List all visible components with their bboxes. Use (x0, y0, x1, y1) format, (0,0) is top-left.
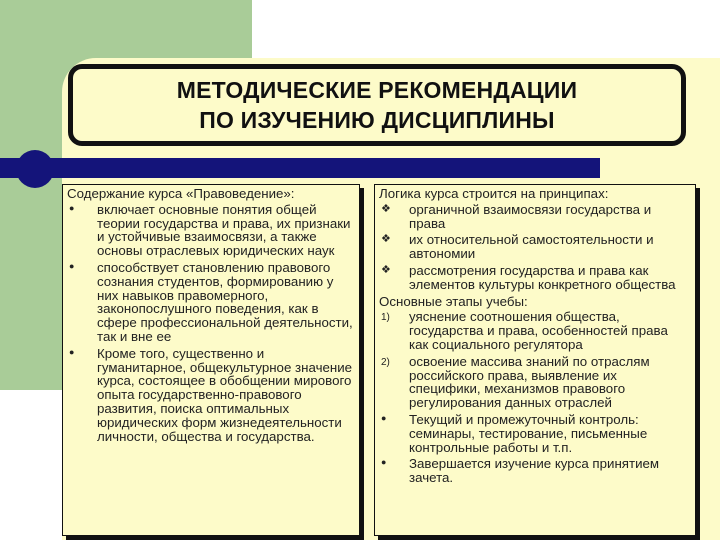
bullet-diamond-icon (381, 264, 395, 278)
list-item (379, 413, 689, 454)
decorative-blue-bar (0, 158, 600, 178)
stages-heading: Основные этапы учебы: (379, 293, 528, 309)
list-item-text: их относительной самостоятельности и автономии (409, 232, 654, 262)
list-item-text: органичной взаимосвязи государства и права (409, 201, 652, 231)
list-item-text: освоение массива знаний по отраслям российского права, выявление их специфики, механизмов правового регулирования данных отраслей (409, 353, 650, 411)
list-item (67, 347, 353, 444)
stages-list (379, 310, 689, 485)
list-item-text: рассмотрения государства и права как элементов культуры конкретного общества (409, 262, 676, 292)
list-item (379, 233, 689, 261)
stage-number: 1) (381, 312, 390, 324)
list-item (379, 264, 689, 292)
decorative-blue-circle (16, 150, 54, 188)
list-item (379, 310, 689, 351)
list-item (379, 203, 689, 231)
title-box (68, 64, 686, 146)
bullet-dot-icon (381, 413, 395, 427)
stage-number: 2) (381, 356, 390, 368)
list-item-text: включает основные понятия общей теории государства и права, их признаки и устойчивые взаимосвязи, а также основы отраслевых юридических наук (97, 201, 351, 259)
list-item (379, 355, 689, 410)
list-item (67, 203, 353, 258)
list-item (379, 457, 689, 485)
bullet-dot-icon (69, 261, 83, 275)
course-content-heading: Содержание курса «Правоведение»: (67, 186, 295, 201)
list-item-text: Кроме того, существенно и гуманитарное, общекультурное значение курса, состоящее в обобщении мирового опыта государственно-правового развития, поиска оптимальных юридических форм жизнедеятельности личности, общества и государства. (97, 345, 353, 444)
title-line-2: ПО ИЗУЧЕНИЮ ДИСЦИПЛИНЫ (199, 107, 555, 133)
bullet-dot-icon (69, 347, 83, 361)
list-item-text: Завершается изучение курса принятием зачета. (409, 456, 660, 486)
principles-heading: Логика курса строится на принципах: (379, 186, 609, 201)
title-line-1: МЕТОДИЧЕСКИЕ РЕКОМЕНДАЦИИ (176, 77, 578, 103)
list-item-text: Текущий и промежуточный контроль: семинары, тестирование, письменные контрольные работы и т.п. (409, 411, 648, 455)
bullet-diamond-icon (381, 203, 395, 217)
course-logic-column (374, 184, 696, 536)
bullet-diamond-icon (381, 233, 395, 247)
course-content-column (62, 184, 360, 536)
bullet-dot-icon (69, 203, 83, 217)
principles-list (379, 203, 689, 292)
list-item-text: уяснение соотношения общества, государства и права, особенностей права как социального регулятора (409, 309, 668, 352)
list-item (67, 261, 353, 344)
bullet-dot-icon (381, 457, 395, 471)
list-item-text: способствует становлению правового сознания студентов, формированию у них навыков правомерного, законопослушного поведения, как в сфере профессиональной деятельности, так и вне ее (97, 259, 353, 344)
course-content-list (67, 203, 353, 444)
